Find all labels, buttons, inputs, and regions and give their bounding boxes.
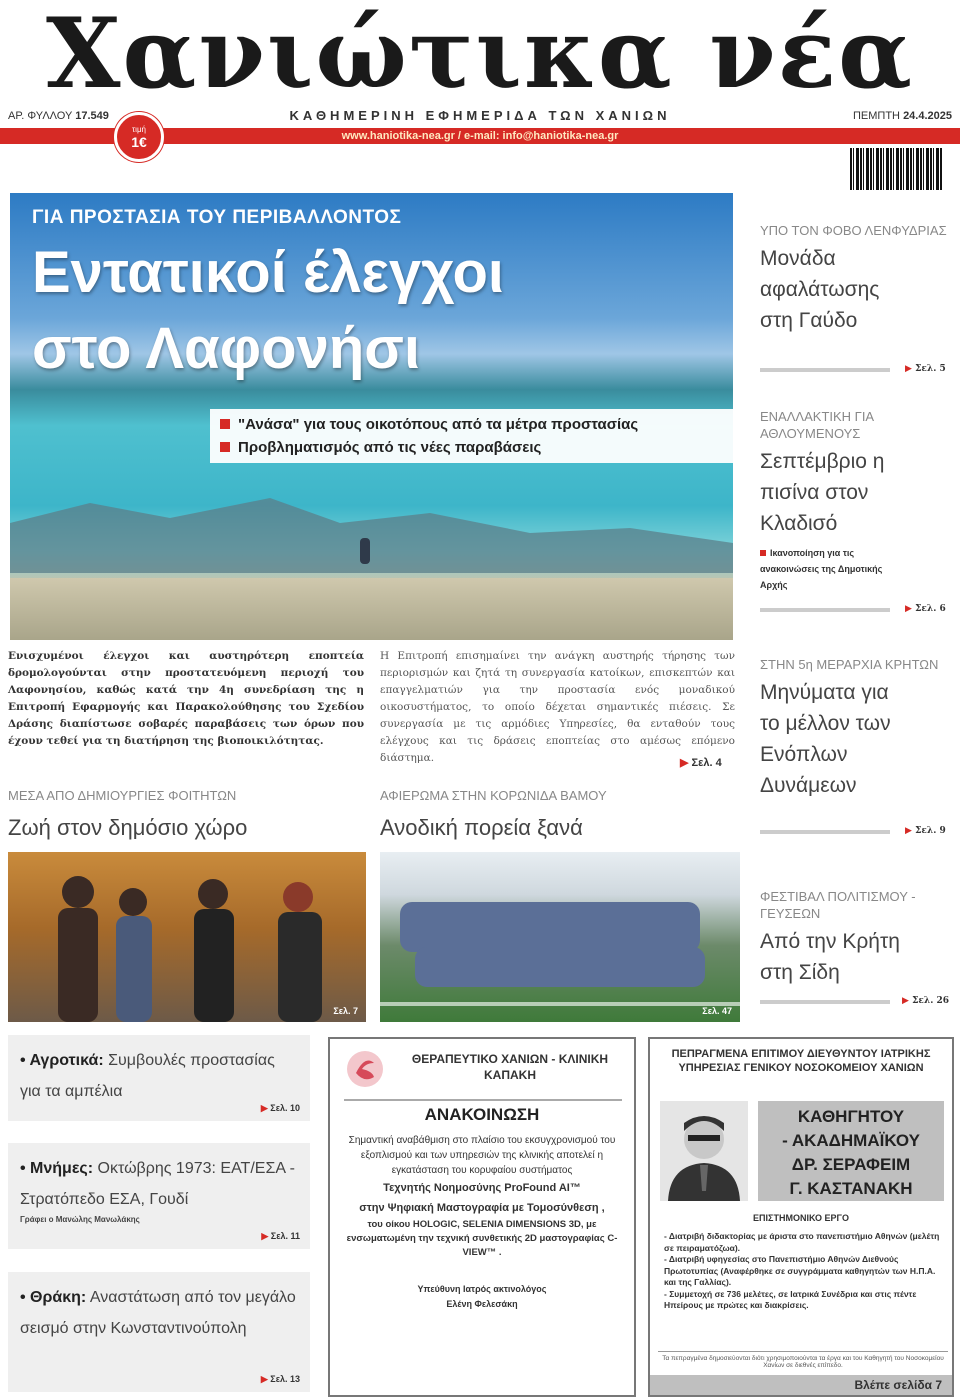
divider <box>760 830 890 834</box>
divider <box>760 368 890 372</box>
hero-page-ref[interactable]: ▶ Σελ. 4 <box>680 757 722 769</box>
sidebar-story[interactable]: ΕΝΑΛΛΑΚΤΙΚΗ ΓΙΑ ΑΘΛΟΥΜΕΝΟΥΣ Σεπτέμβριο η πισίνα στον Κλαδισό Ικανοποίηση για τις ανακοινώσεις της Δημοτικής Αρχής <box>760 409 885 590</box>
feature-story[interactable]: ΜΕΣΑ ΑΠΟ ΔΗΜΙΟΥΡΓΙΕΣ ΦΟΙΤΗΤΩΝ Ζωή στον δημόσιο χώρο <box>8 788 248 840</box>
hero-lead-left: Ενισχυμένοι έλεγχοι και αυστηρότερη εποπτεία δρομολογούνται στην προστατευόμενη περιοχή του Λαφονησίου, καθώς κατά την 4η συνεδρίαση της η Επιτροπή Εφαρμογής και Παρακολούθησης του Σχεδίου Δράσης διαπίστωσε σοβαρές παραβάσεις των όρων που έχουν τεθεί για τη διατήρηση της βιοποικιλότητας. <box>8 650 364 747</box>
person-figure <box>360 538 370 564</box>
barcode-icon <box>850 148 942 190</box>
portrait-photo <box>660 1101 748 1201</box>
rocks-foreground <box>10 578 733 640</box>
people-illustration <box>8 852 366 1022</box>
hero-sub-2: Προβληματισμός από τις νέες παραβάσεις <box>220 436 723 459</box>
hero-kicker: ΓΙΑ ΠΡΟΣΤΑΣΙΑ ΤΟΥ ΠΕΡΙΒΑΛΛΟΝΤΟΣ <box>32 207 402 228</box>
feature-story[interactable]: ΑΦΙΕΡΩΜΑ ΣΤΗΝ ΚΟΡΩΝΙΔΑ ΒΑΜΟΥ Ανοδική πορεία ξανά <box>380 788 607 840</box>
divider <box>760 608 890 612</box>
hero-subheads <box>210 409 733 463</box>
sidebar-story[interactable]: ΣΤΗΝ 5η ΜΕΡΑΡΧΙΑ ΚΡΗΤΩΝ Μηνύματα για το μέλλον των Ενόπλων Δυνάμεων <box>760 657 939 797</box>
achievements-list: - Διατριβή διδακτορίας με άριστα στο πανεπιστήμιο Αθηνών (μελέτη σε πειραματόζωα). - Διατριβή υφηγεσίας στο Πανεπιστήμιο Αθηνών Διεθνούς Πρωτοτυπίας (Αναφέρθηκε σε συγγράμματα καθηγητών των Η.Π.Α. και της Γαλλίας). - Συμμετοχή σε 736 μελέτες, σε Ιατρικά Συνέδρια και στις πέντε Ηπείρους με πρώτες και διακρίσεις. <box>664 1231 940 1310</box>
professor-announcement[interactable]: ΠΕΠΡΑΓΜΕΝΑ ΕΠΙΤΙΜΟΥ ΔΙΕΥΘΥΝΤΟΥ ΙΑΤΡΙΚΗΣ ΥΠΗΡΕΣΙΑΣ ΓΕΝΙΚΟΥ ΝΟΣΟΚΟΜΕΙΟΥ ΧΑΝΙΩΝ ΚΑΘΗΓΗΤΟΥ - ΑΚΑΔΗΜΑΪΚΟΥ ΔΡ. ΣΕΡΑΦΕΙΜ Γ. ΚΑΣΤΑΝΑΚΗ ΕΠΙΣΤΗΜΟΝΙΚΟ ΕΡΓΟ - Διατριβή διδακτορίας με άριστα στο πανεπιστήμιο Αθηνών (μελέτη σε πειραματόζωα). - Διατριβή υφηγεσίας στο Πανεπιστήμιο Αθηνών Διεθνούς Πρωτοτυπίας (Αναφέρθηκε σε συγγράμματα καθηγητών των Η.Π.Α. και της Γαλλίας). - Συμμετοχή σε 736 μελέτες, σε Ιατρικά Συνέδρια και στις πέντε Ηπείρους με πρώτες και διακρίσεις. Τα πεπραγμένα δημοσιεύονται διότι χρησιμοποιούνται τα έργα και του Καθηγητή του Νοσοκομείου Χανίων σε διεθνές επίπεδο. Βλέπε σελίδα 7 <box>648 1037 954 1397</box>
issue-number: ΑΡ. ΦΥΛΛΟΥ 17.549 <box>8 110 109 122</box>
team-photo[interactable]: Σελ. 47 <box>380 852 740 1022</box>
team-illustration <box>380 852 740 1022</box>
mountains-illustration <box>10 493 733 573</box>
sidebar-story[interactable]: ΦΕΣΤΙΒΑΛ ΠΟΛΙΤΙΣΜΟΥ - ΓΕΥΣΕΩΝ Από την Κρήτη στη Σίδη <box>760 889 916 984</box>
brief-item[interactable]: • Μνήμες: Οκτώβρης 1973: ΕΑΤ/ΕΣΑ - Στρατόπεδο ΕΣΑ, Γουδί Γράφει ο Μανώλης Μανωλάκης ▶ Σελ. 11 <box>8 1143 310 1249</box>
brief-item[interactable]: • Θράκη: Αναστάτωση από τον μεγάλο σεισμό στην Κωνσταντινούπολη ▶ Σελ. 13 <box>8 1272 310 1392</box>
sidebar-page-ref[interactable]: ▶ Σελ. 6 <box>905 604 946 614</box>
divider <box>760 1000 890 1004</box>
clinic-announcement[interactable]: ΘΕΡΑΠΕΥΤΙΚΟ ΧΑΝΙΩΝ - ΚΛΙΝΙΚΗ ΚΑΠΑΚΗ ΑΝΑΚΟΙΝΩΣΗ Σημαντική αναβάθμιση στο πλαίσιο του εκσυγχρονισμού του εξοπλισμού και των υπηρεσιών της κλινικής αποτελεί η εγκατάσταση του κορυφαίου συστήματος Τεχνητής Νοημοσύνης ProFound AI™ στην Ψηφιακή Μαστογραφία με Τομοσύνθεση , του οίκου HOLOGIC, SELENIA DIMENSIONS 3D, με ενσωματωμένη την τεχνική συνθετικής 2D μαστογραφίας C-VIEW™ . Υπεύθυνη Ιατρός ακτινολόγος Ελένη Φελεσάκη <box>328 1037 636 1397</box>
newspaper-title: Χανιώτικα νέα <box>46 0 914 110</box>
clinic-logo-icon <box>344 1049 386 1089</box>
see-page-link[interactable]: Βλέπε σελίδα 7 <box>650 1375 952 1395</box>
tagline: ΚΑΘΗΜΕΡΙΝΗ ΕΦΗΜΕΡΙΔΑ ΤΩΝ ΧΑΝΙΩΝ <box>289 108 671 123</box>
hero-lead-right: Η Επιτροπή επισημαίνει την ανάγκη αυστηρής τήρησης των περιορισμών και ζητά τη συνεργασία κατοίκων, επισκεπτών και επαγγελματιών για την προστασία ενός μοναδικού οικοσυστήματος, το οποίο δέχεται σημαντικές πιέσεις. Σε συνεργασία με τις αρμόδιες Υπηρεσίες, θα ενταθούν τους ελέγχους και τις δράσεις εποπτείας στο αμέσως επόμενο διάστημα. <box>380 650 735 764</box>
sidebar-page-ref[interactable]: ▶ Σελ. 5 <box>905 364 946 374</box>
web-bar[interactable]: www.haniotika-nea.gr / e-mail: info@haniotika-nea.gr <box>0 128 960 144</box>
hero-sub-1: "Ανάσα" για τους οικοτόπους από τα μέτρα προστασίας <box>220 413 723 436</box>
professor-name: ΚΑΘΗΓΗΤΟΥ - ΑΚΑΔΗΜΑΪΚΟΥ ΔΡ. ΣΕΡΑΦΕΙΜ Γ. ΚΑΣΤΑΝΑΚΗ <box>758 1101 944 1201</box>
sidebar-page-ref[interactable]: ▶ Σελ. 9 <box>905 826 946 836</box>
sidebar-story[interactable]: ΥΠΟ ΤΟΝ ΦΟΒΟ ΛΕΝΦΥΔΡΙΑΣ Μονάδα αφαλάτωσης στη Γαύδο <box>760 223 947 332</box>
students-photo[interactable]: Σελ. 7 <box>8 852 366 1022</box>
issue-date: ΠΕΜΠΤΗ 24.4.2025 <box>852 110 952 122</box>
price-badge: τιμή 1€ <box>114 112 164 162</box>
sidebar-page-ref[interactable]: ▶ Σελ. 26 <box>902 996 949 1006</box>
hero-headline[interactable]: Εντατικοί έλεγχοι στο Λαφονήσι <box>32 240 504 381</box>
masthead <box>0 0 960 190</box>
hero-photo <box>10 193 733 640</box>
brief-item[interactable]: • Αγροτικά: Συμβουλές προστασίας για τα αμπέλια ▶ Σελ. 10 <box>8 1035 310 1121</box>
